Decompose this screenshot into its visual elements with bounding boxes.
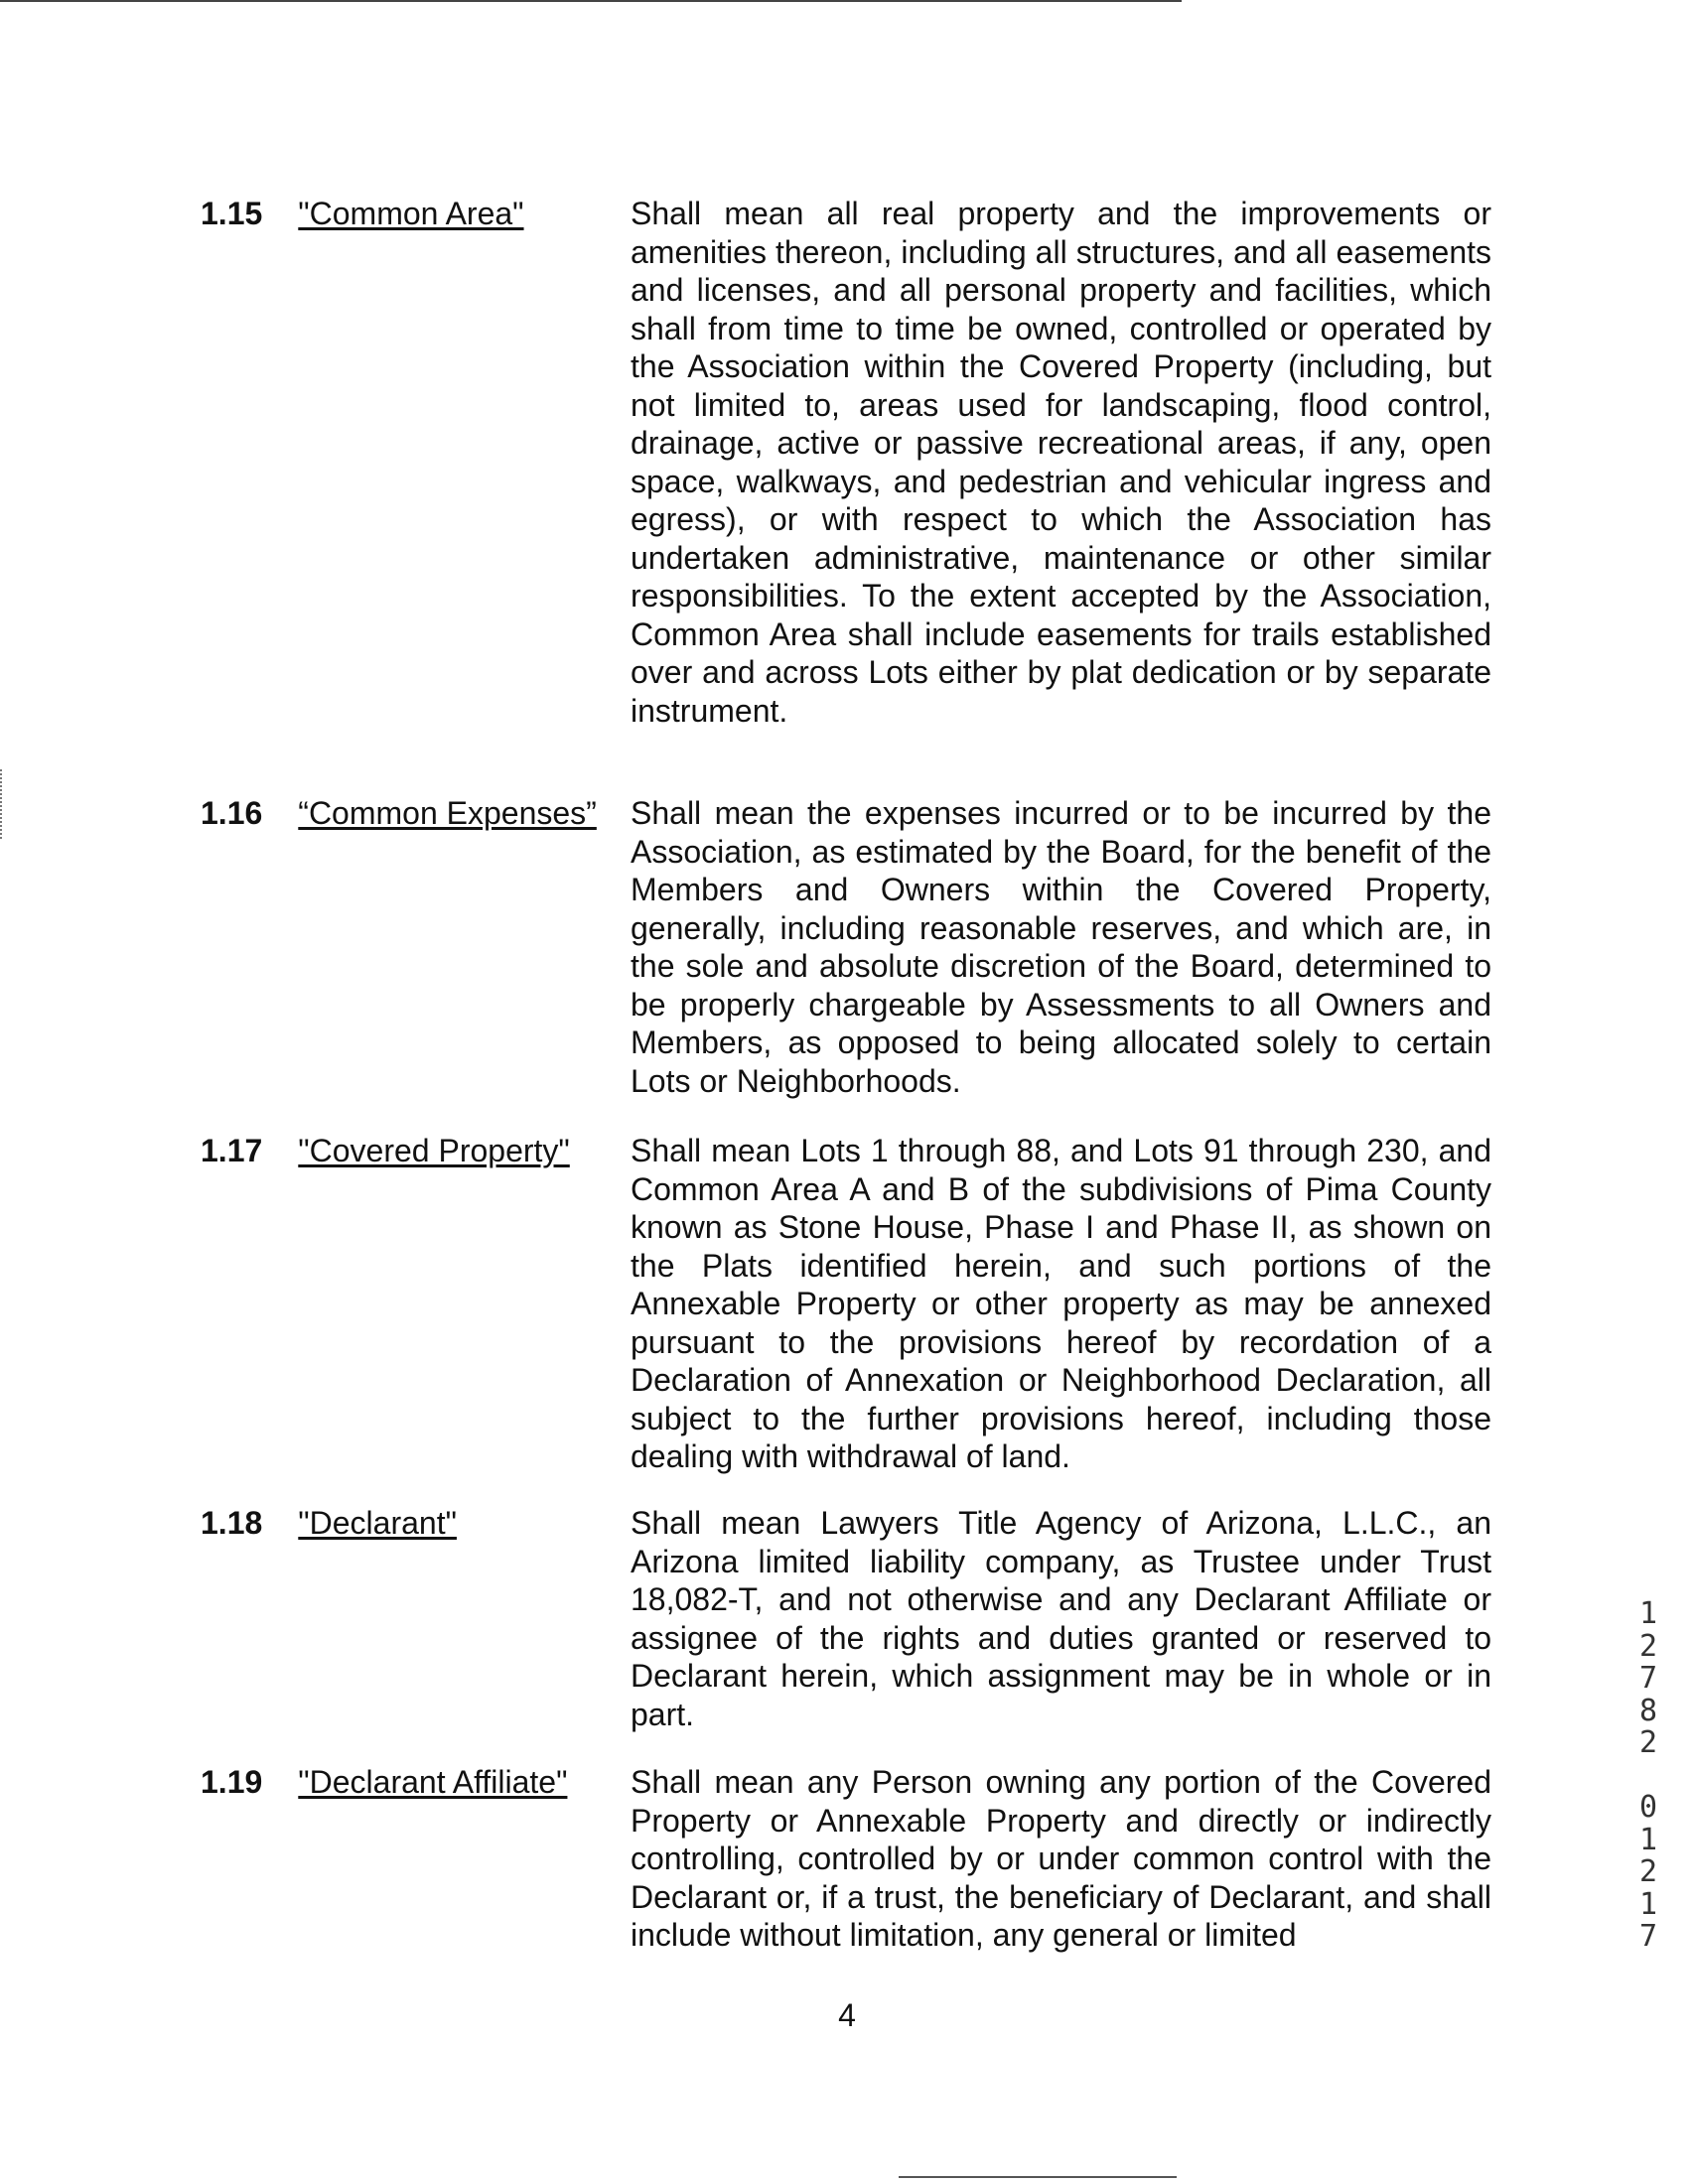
scan-edge-top: [0, 0, 1182, 2]
recording-number: 1 2 7 8 2 0 1 2 1 7: [1638, 1596, 1658, 1954]
definition-number: 1.19: [201, 1764, 263, 1800]
definition-term: "Common Area": [298, 196, 524, 231]
definition-label: [201, 1763, 618, 1802]
scan-edge-left-mark: [0, 769, 4, 839]
definition-label: [201, 794, 618, 833]
definition-term: “Common Expenses”: [298, 795, 597, 831]
definition-number: 1.18: [201, 1505, 263, 1541]
definition-text: Shall mean Lots 1 through 88, and Lots 91 through 230, and Common Area A and B of the subdivisions of Pima County known as Stone House, Phase I and Phase II, as shown on the Plats identified herein, and such portions of the Annexable Property or other property as may be annexed pursuant to the provisions hereof by recordation of a Declaration of Annexation or Neighborhood Declaration, all subject to the further provisions hereof, including those dealing with withdrawal of land.: [631, 1133, 1491, 1474]
scan-edge-bottom: [899, 2176, 1177, 2178]
definition-text: Shall mean Lawyers Title Agency of Arizona, L.L.C., an Arizona limited liability company, as Trustee under Trust 18,082-T, and not otherwise and any Declarant Affiliate or assignee of the rights and duties granted or reserved to Declarant herein, which assignment may be in whole or in part.: [631, 1505, 1491, 1732]
definition-label: [201, 1504, 618, 1543]
definition-label: [201, 195, 618, 233]
definition-text: Shall mean any Person owning any portion of the Covered Property or Annexable Property and directly or indirectly controlling, controlled by or under common control with the Declarant or, if a trust, the beneficiary of Declarant, and shall include without limitation, any general or limited: [631, 1764, 1491, 1953]
definition-term: "Declarant Affiliate": [298, 1764, 568, 1800]
definition-text: Shall mean the expenses incurred or to be incurred by the Association, as estimated by the Board, for the benefit of the Members and Owners within the Covered Property, generally, including reasonable reserves, and which are, in the sole and absolute discretion of the Board, determined to be properly chargeable by Assessments to all Owners and Members, as opposed to being allocated solely to certain Lots or Neighborhoods.: [631, 795, 1491, 1099]
definition-text: Shall mean all real property and the improvements or amenities thereon, including all structures, and all easements and licenses, and all personal property and facilities, which shall from time to time be owned, controlled or operated by the Association within the Covered Property (including, but not limited to, areas used for landscaping, flood control, drainage, active or passive recreational areas, if any, open space, walkways, and pedestrian and vehicular ingress and egress), or with respect to which the Association has undertaken administrative, maintenance or other similar responsibilities. To the extent accepted by the Association, Common Area shall include easements for trails established over and across Lots either by plat dedication or by separate instrument.: [631, 196, 1491, 729]
definition-number: 1.17: [201, 1133, 263, 1168]
page-number: 4: [838, 1997, 856, 2033]
definition-term: "Covered Property": [298, 1133, 570, 1168]
definition-number: 1.15: [201, 196, 263, 231]
definition-term: "Declarant": [298, 1505, 457, 1541]
definition-number: 1.16: [201, 795, 263, 831]
definition-label: [201, 1132, 618, 1170]
